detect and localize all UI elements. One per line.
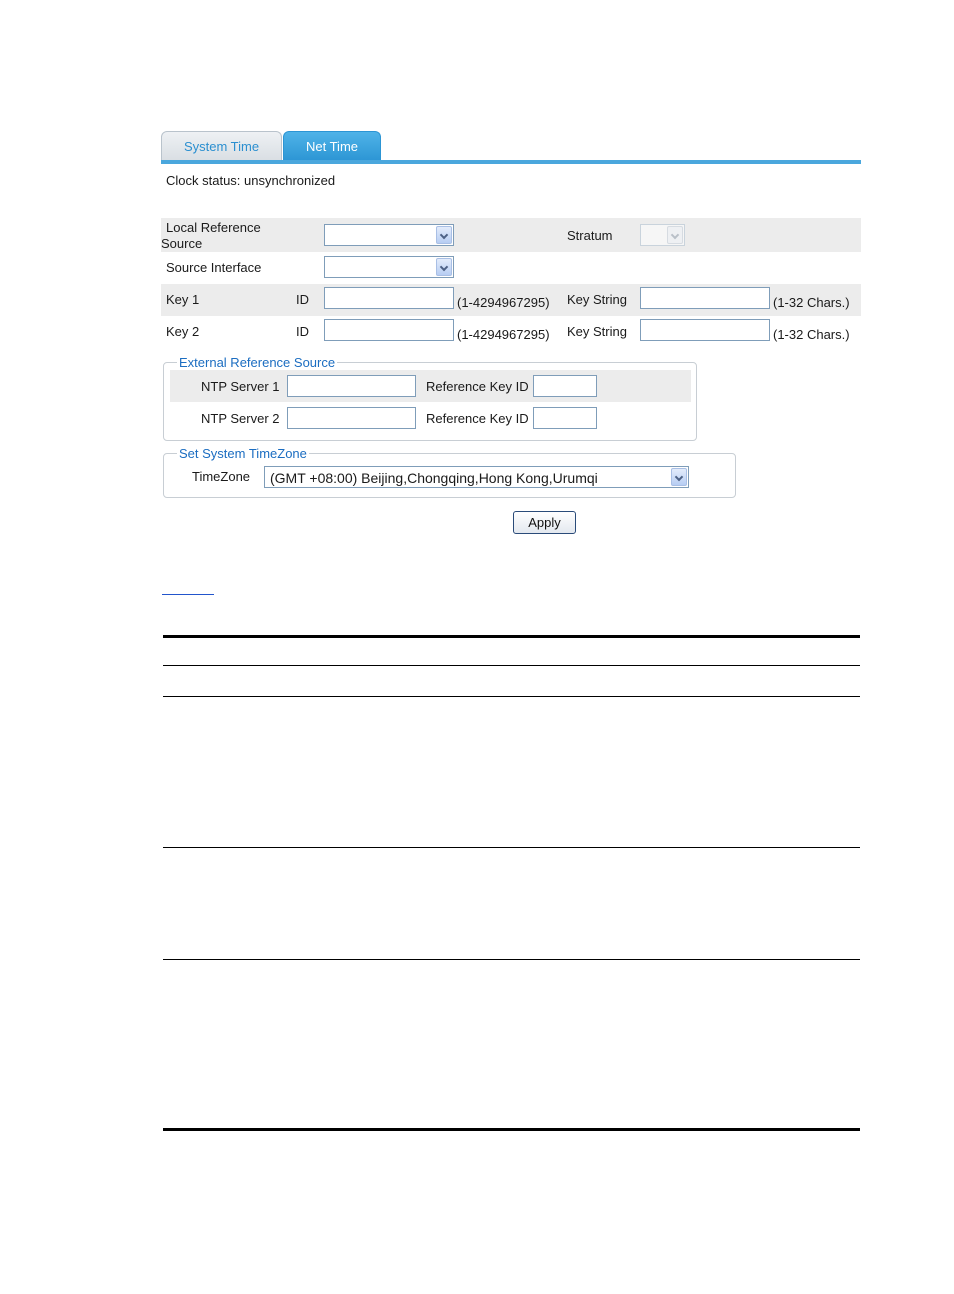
key1-string-hint: (1-32 Chars.) bbox=[773, 295, 850, 310]
source-interface-select[interactable] bbox=[324, 256, 454, 278]
key2-id-range-hint: (1-4294967295) bbox=[457, 327, 550, 342]
timezone-selected-value: (GMT +08:00) Beijing,Chongqing,Hong Kong,Urumqi bbox=[270, 470, 598, 486]
figure-link-underline[interactable] bbox=[162, 594, 214, 595]
apply-button[interactable]: Apply bbox=[513, 511, 576, 534]
key1-string-label: Key String bbox=[567, 292, 627, 307]
tab-net-time[interactable] bbox=[283, 131, 381, 161]
ntp-server-2-label: NTP Server 2 bbox=[201, 411, 280, 426]
table-row-divider bbox=[163, 847, 860, 848]
external-reference-source-legend: External Reference Source bbox=[179, 355, 336, 370]
timezone-label: TimeZone bbox=[192, 469, 251, 484]
key2-id-label: ID bbox=[296, 324, 309, 339]
table-row-divider bbox=[163, 696, 860, 697]
ntp-server-1-label: NTP Server 1 bbox=[201, 379, 280, 394]
tab-underline bbox=[161, 160, 861, 164]
ntp-server-2-input[interactable] bbox=[287, 407, 416, 429]
tab-system-time[interactable] bbox=[161, 131, 282, 161]
source-interface-label: Source Interface bbox=[166, 260, 262, 275]
tab-net-time-label: Net Time bbox=[305, 139, 358, 154]
key1-label: Key 1 bbox=[166, 292, 200, 307]
key2-string-hint: (1-32 Chars.) bbox=[773, 327, 850, 342]
table-bottom-rule bbox=[163, 1128, 860, 1131]
stratum-label: Stratum bbox=[567, 228, 613, 243]
chevron-down-icon[interactable] bbox=[671, 468, 687, 486]
reference-key-id-2-label: Reference Key ID bbox=[426, 411, 529, 426]
reference-key-id-2-input[interactable] bbox=[533, 407, 597, 429]
chevron-down-icon[interactable] bbox=[436, 258, 452, 276]
reference-key-id-1-input[interactable] bbox=[533, 375, 597, 397]
table-top-rule bbox=[163, 635, 860, 638]
tab-system-time-label: System Time bbox=[183, 139, 260, 154]
timezone-select[interactable] bbox=[264, 466, 689, 488]
chevron-down-icon[interactable] bbox=[436, 226, 452, 244]
local-reference-source-label: Local Reference Source bbox=[161, 220, 261, 251]
key1-id-range-hint: (1-4294967295) bbox=[457, 295, 550, 310]
table-row-divider bbox=[163, 959, 860, 960]
key1-string-input[interactable] bbox=[640, 287, 770, 309]
key2-label: Key 2 bbox=[166, 324, 200, 339]
clock-status: Clock status: unsynchronized bbox=[166, 173, 336, 188]
table-header-rule bbox=[163, 665, 860, 666]
key2-string-input[interactable] bbox=[640, 319, 770, 341]
key1-id-input[interactable] bbox=[324, 287, 454, 309]
chevron-down-icon bbox=[667, 226, 683, 244]
timezone-legend: Set System TimeZone bbox=[179, 446, 307, 461]
stratum-select bbox=[640, 224, 685, 246]
ntp-server-1-input[interactable] bbox=[287, 375, 416, 397]
local-reference-source-select[interactable] bbox=[324, 224, 454, 246]
key2-id-input[interactable] bbox=[324, 319, 454, 341]
reference-key-id-1-label: Reference Key ID bbox=[426, 379, 529, 394]
key1-id-label: ID bbox=[296, 292, 309, 307]
key2-string-label: Key String bbox=[567, 324, 627, 339]
